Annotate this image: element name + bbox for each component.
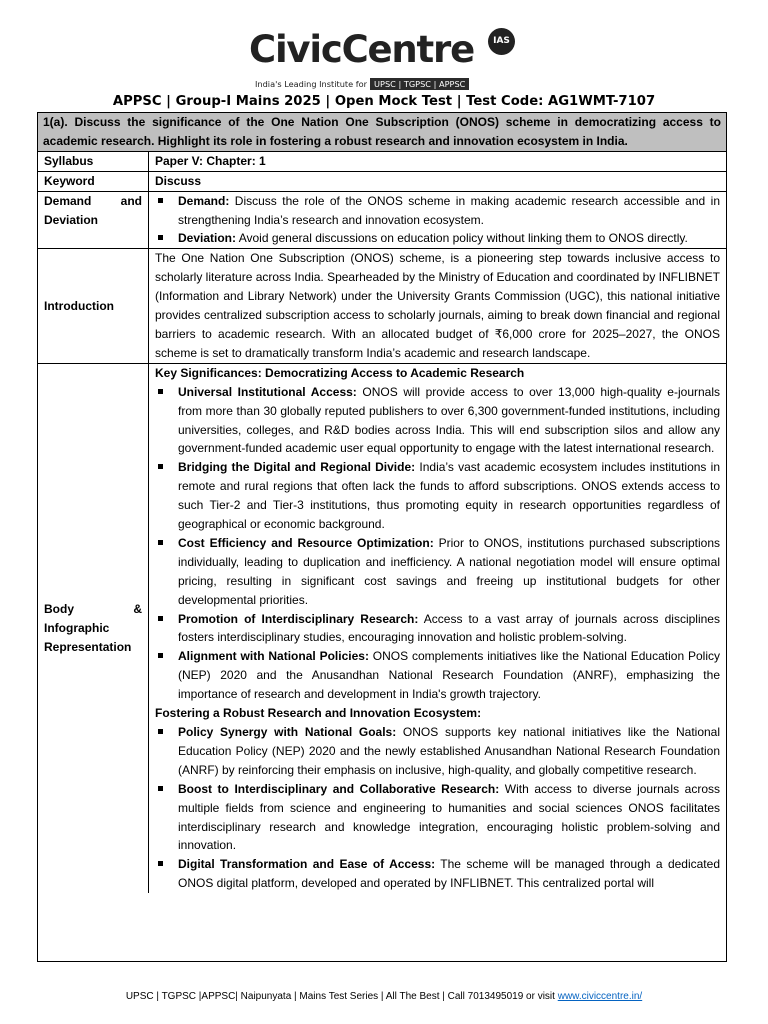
body-label-a: Body <box>44 602 74 617</box>
introduction-text: The One Nation One Subscription (ONOS) scheme, is a pioneering step towards inclusive access to scholarly literature across India. Spearheaded by the Ministry of Education and coordinated by INFLIBNET (Information and Library Network) under the University Grants Commission (UGC), this national initiative provides centralized subscription access to scholarly journals, aiming to break down financial and regional barriers to academic research. With an allocated budget of ₹6,000 crore for 2025–2027, the ONOS scheme is set to dramatically transform India’s academic and research landscape. <box>155 251 720 360</box>
list-item: Cost Efficiency and Resource Optimization: Prior to ONOS, institutions purchased subscriptions individually, leading to duplication and inefficiency. A national negotiation model will ensure optimal pricing, resulting in significant cost savings and freeing up institutional budgets for other developmental priorities. <box>155 534 720 610</box>
list-item: Digital Transformation and Ease of Access: The scheme will be managed through a dedicated ONOS digital platform, developed and operated by INFLIBNET. This centralized portal will <box>155 855 720 893</box>
demand-list <box>155 192 720 249</box>
logo-tagline <box>255 78 469 90</box>
section-heading: Fostering a Robust Research and Innovation Ecosystem: <box>155 706 482 721</box>
answer-table <box>37 112 727 962</box>
significance-list <box>155 383 720 704</box>
tagline-exams-box: UPSC | TGPSC | APPSC <box>370 78 469 90</box>
keyword-value: Discuss <box>155 173 202 188</box>
list-item: Deviation: Avoid general discussions on education policy without linking them to ONOS directly. <box>155 229 720 248</box>
body-content <box>149 364 726 893</box>
demand-label <box>38 192 149 249</box>
demand-label-a: Demand <box>44 193 92 208</box>
ecosystem-list <box>155 723 720 893</box>
page-footer <box>0 990 768 1004</box>
test-title: APPSC | Group-I Mains 2025 | Open Mock Test | Test Code: AG1WMT-7107 <box>112 94 656 109</box>
list-item: Boost to Interdisciplinary and Collaborative Research: With access to diverse journals across multiple fields from science and engineering to humanities and social sciences ONOS facilitates interdisciplinary research and knowledge integration, encouraging holistic problem-solving and innovation. <box>155 780 720 856</box>
logo-wordmark: CivicCentre <box>249 28 474 71</box>
syllabus-row <box>38 151 726 171</box>
introduction-row <box>38 248 726 362</box>
list-item: Promotion of Interdisciplinary Research: Access to a vast array of journals across disciplines fosters interdisciplinary studies, encouraging innovation and holistic problem-solving. <box>155 610 720 648</box>
tagline-text: India's Leading Institute for <box>255 79 368 89</box>
list-item: Demand: Discuss the role of the ONOS scheme in making academic research accessible and in strengthening India’s research and innovation ecosystem. <box>155 192 720 230</box>
question-row: 1(a). Discuss the significance of the One Nation One Subscription (ONOS) scheme in democratizing access to academic research. Highlight its role in fostering a robust research and innovation ecosystem in India. <box>38 113 726 151</box>
body-label-d: Representation <box>44 639 132 654</box>
ias-badge: IAS <box>488 28 515 55</box>
body-label-c: Infographic <box>44 621 110 636</box>
introduction-label: Introduction <box>38 249 149 362</box>
syllabus-value: Paper V: Chapter: 1 <box>155 153 266 168</box>
list-item: Policy Synergy with National Goals: ONOS supports key national initiatives like the National Education Policy (NEP) 2020 and the newly established Anusandhan National Research Foundation (ANRF) by reinforcing their emphasis on inclusive, high-quality, and globally competitive research. <box>155 723 720 780</box>
demand-label-b: and <box>120 193 142 208</box>
list-item: Bridging the Digital and Regional Divide: India’s vast academic ecosystem includes institutions in remote and rural regions that often lack the funds to afford subscriptions. ONOS extends access to such Tier-2 and Tier-3 institutions, thus promoting equity in research opportunities regardless of geographical or economic background. <box>155 458 720 534</box>
list-item: Universal Institutional Access: ONOS will provide access to over 13,000 high-quality e-journals from more than 30 globally reputed publishers to over 6,300 government-funded institutions, including universities, colleges, and R&D bodies across India. This will end subscription silos and allow any government-funded academic user equal opportunity to engage with the latest international research. <box>155 383 720 459</box>
body-label <box>38 364 149 893</box>
keyword-label: Keyword <box>38 172 149 191</box>
body-label-b: & <box>133 602 142 617</box>
demand-row <box>38 191 726 249</box>
website-link[interactable]: www.civiccentre.in/ <box>557 991 643 1002</box>
civiccentre-logo <box>249 28 519 94</box>
body-row <box>38 363 726 893</box>
footer-text: UPSC | TGPSC |APPSC| Naipunyata | Mains Test Series | All The Best | Call 7013495019 or visit <box>125 991 558 1002</box>
demand-content <box>149 192 726 249</box>
list-item: Alignment with National Policies: ONOS complements initiatives like the National Education Policy (NEP) 2020 and the Anusandhan National Research Foundation (ANRF), emphasizing the importance of research and development in India's growth trajectory. <box>155 647 720 704</box>
demand-label-c: Deviation <box>44 212 99 227</box>
section-heading: Key Significances: Democratizing Access to Academic Research <box>155 365 525 380</box>
keyword-row <box>38 171 726 191</box>
syllabus-label: Syllabus <box>38 152 149 171</box>
